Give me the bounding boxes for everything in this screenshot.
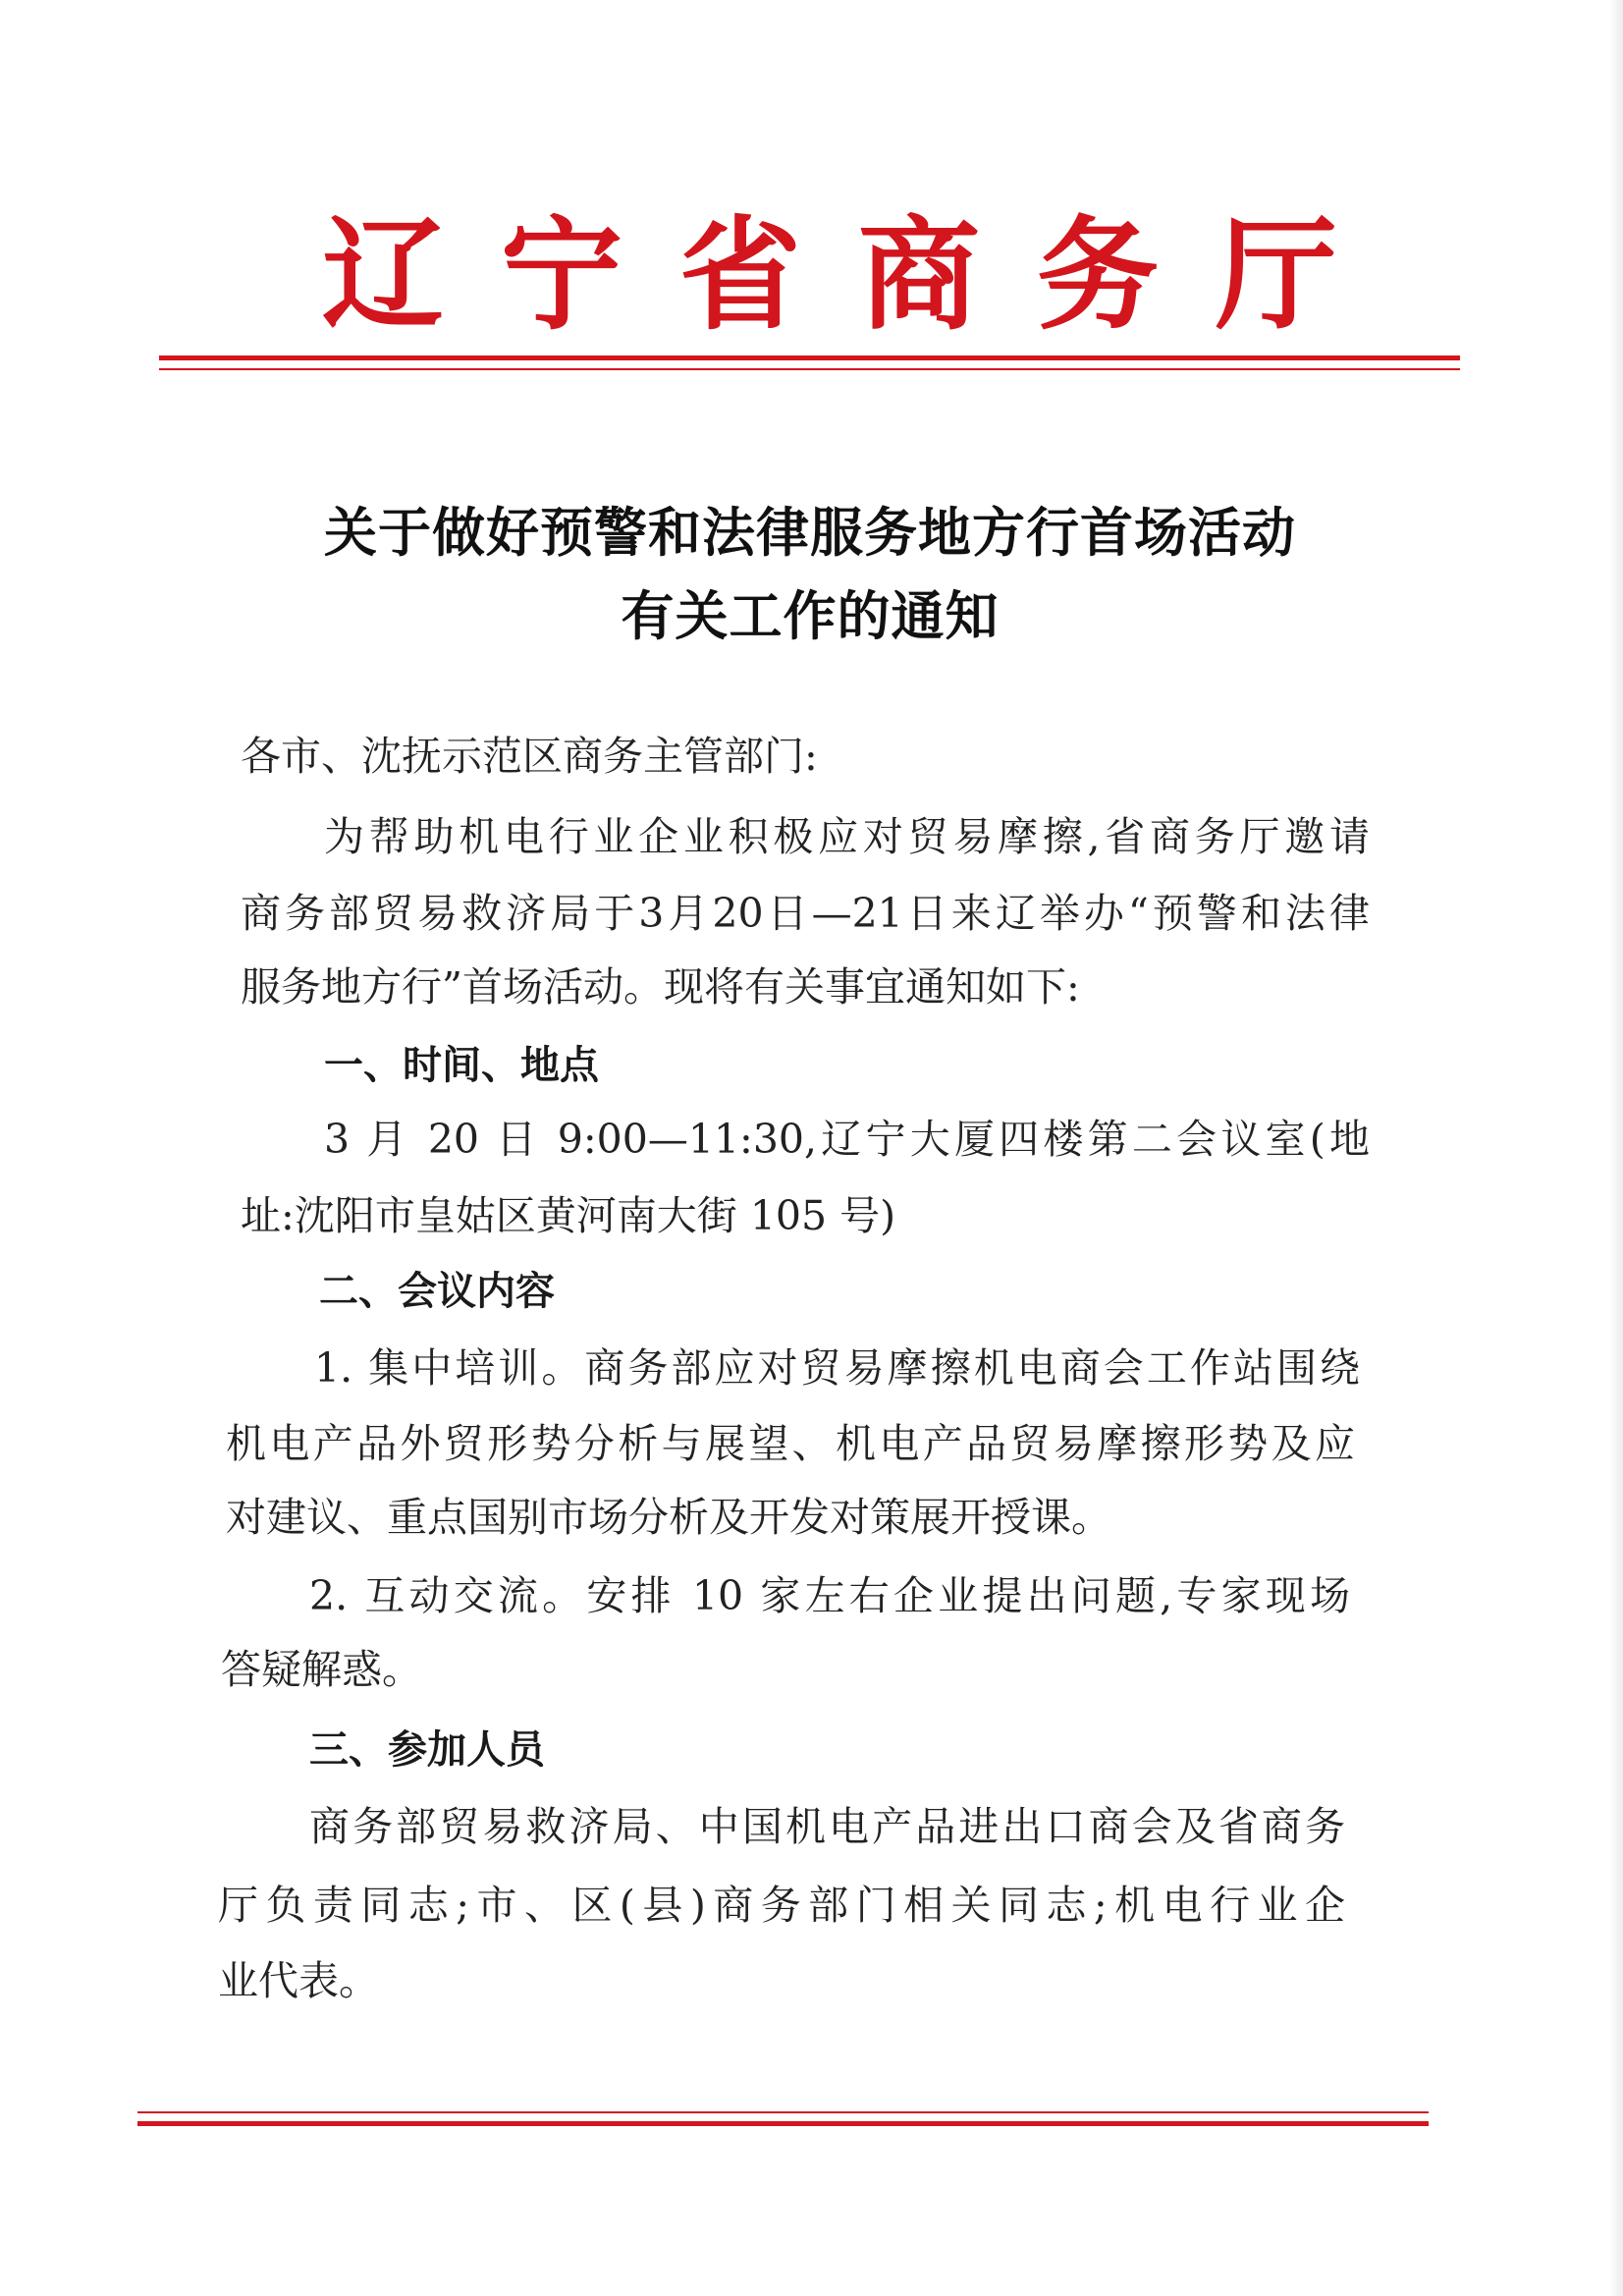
- section2-item1-line: 对建议、重点国别市场分析及开发对策展开授课。: [226, 1494, 1111, 1541]
- section1-line: 3 月 20 日 9:00—11:30,辽宁大厦四楼第二会议室(地: [324, 1116, 1370, 1163]
- intro-line: 商务部贸易救济局于3月20日—21日来辽举办“预警和法律: [241, 890, 1370, 937]
- section3-line: 厅负责同志;市、区(县)商务部门相关同志;机电行业企: [218, 1882, 1345, 1929]
- letterhead-char: 厅: [1215, 204, 1337, 347]
- section2-item2-line: 2. 互动交流。安排 10 家左右企业提出问题,专家现场: [309, 1572, 1350, 1619]
- issuer-letterhead: [314, 172, 1345, 358]
- section-heading-time-place: 一、时间、地点: [324, 1043, 599, 1088]
- section3-line: 业代表。: [218, 1957, 379, 2004]
- intro-line: 为帮助机电行业企业积极应对贸易摩擦,省商务厅邀请: [324, 813, 1370, 860]
- header-rule-thin: [159, 368, 1460, 370]
- scan-edge-shadow: [1609, 0, 1623, 2296]
- intro-line: 服务地方行”首场活动。现将有关事宜通知如下:: [241, 963, 1080, 1011]
- letterhead-char: 务: [1036, 204, 1159, 347]
- footer-rule-thin: [137, 2111, 1429, 2113]
- letterhead-char: 宁: [500, 204, 622, 347]
- document-title-line1: 关于做好预警和法律服务地方行首场活动: [324, 501, 1296, 564]
- letterhead-char: 商: [857, 204, 980, 347]
- salutation: 各市、沈抚示范区商务主管部门:: [241, 733, 818, 780]
- section1-line: 址:沈阳市皇姑区黄河南大街 105 号): [241, 1192, 896, 1239]
- section-heading-participants: 三、参加人员: [309, 1727, 545, 1773]
- letterhead-char: 辽: [321, 204, 444, 347]
- section3-line: 商务部贸易救济局、中国机电产品进出口商会及省商务: [309, 1803, 1345, 1850]
- section2-item1-line: 1. 集中培训。商务部应对贸易摩擦机电商会工作站围绕: [314, 1344, 1360, 1392]
- section2-item1-line: 机电产品外贸形势分析与展望、机电产品贸易摩擦形势及应: [226, 1420, 1355, 1467]
- letterhead-char: 省: [678, 204, 801, 347]
- section-heading-meeting-content: 二、会议内容: [319, 1269, 555, 1314]
- document-title-line2: 有关工作的通知: [621, 584, 1000, 647]
- header-rule-thick: [159, 355, 1460, 360]
- section2-item2-line: 答疑解惑。: [221, 1646, 422, 1693]
- footer-rule-thick: [137, 2121, 1429, 2126]
